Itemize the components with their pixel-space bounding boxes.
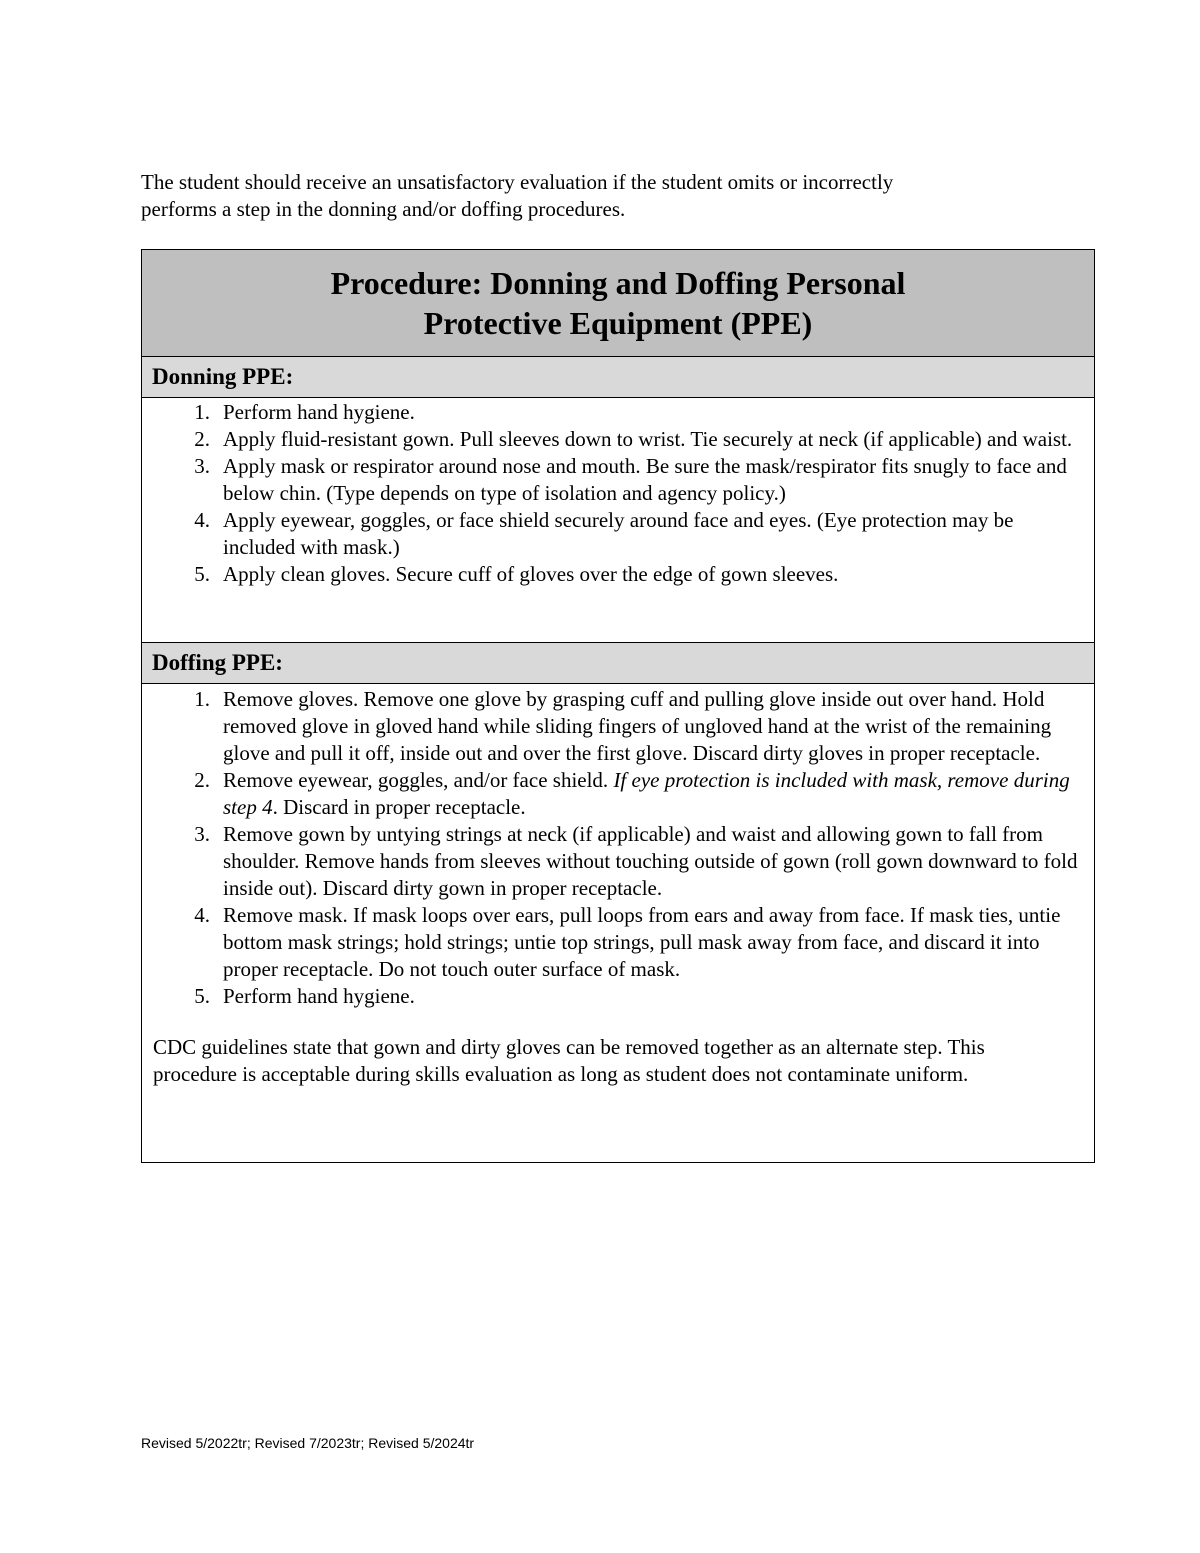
doffing-step	[142, 902, 1082, 983]
donning-step	[142, 507, 1082, 561]
step-number: 1.	[194, 687, 210, 711]
step-text: Remove gown by untying strings at neck (if applicable) and waist and allowing gown to fall from shoulder. Remove hands from sleeves without touching outside of gown (roll gown downward to fold inside out). Discard dirty gown in proper receptacle.	[223, 822, 1078, 900]
intro-text	[141, 169, 1041, 223]
donning-step	[142, 453, 1082, 507]
step-text: Perform hand hygiene.	[223, 984, 415, 1008]
step-text: Apply fluid-resistant gown. Pull sleeves down to wrist. Tie securely at neck (if applicable) and waist.	[223, 427, 1073, 451]
intro-line-2: performs a step in the donning and/or doffing procedures.	[141, 197, 626, 221]
donning-step	[142, 399, 1082, 426]
doffing-steps-list	[142, 684, 1082, 1010]
procedure-title-cell	[142, 250, 1095, 357]
step-number: 3.	[194, 822, 210, 846]
donning-step	[142, 426, 1082, 453]
donning-steps-cell	[142, 398, 1095, 643]
step-text: Perform hand hygiene.	[223, 400, 415, 424]
step-text: Remove gloves. Remove one glove by grasping cuff and pulling glove inside out over hand. Hold removed glove in gloved hand while sliding fingers of ungloved hand at the wrist of the remaining glove and pull it off, inside out and over the first glove. Discard dirty gloves in proper receptacle.	[223, 687, 1052, 765]
step-number: 4.	[194, 508, 210, 532]
procedure-title-line-2: Protective Equipment (PPE)	[423, 305, 813, 341]
step-text: Apply clean gloves. Secure cuff of gloves over the edge of gown sleeves.	[223, 562, 839, 586]
step-number: 5.	[194, 984, 210, 1008]
intro-line-1: The student should receive an unsatisfactory evaluation if the student omits or incorrectly	[141, 170, 894, 194]
doffing-step	[142, 767, 1082, 821]
step-number: 5.	[194, 562, 210, 586]
step-number: 2.	[194, 427, 210, 451]
doffing-step	[142, 983, 1082, 1010]
doffing-step	[142, 821, 1082, 902]
doffing-steps-cell	[142, 684, 1095, 1163]
step-number: 3.	[194, 454, 210, 478]
step-text: Remove mask. If mask loops over ears, pull loops from ears and away from face. If mask ties, untie bottom mask strings; hold strings; untie top strings, pull mask away from face, and discard it into proper receptacle. Do not touch outer surface of mask.	[223, 903, 1061, 981]
procedure-title-line-1: Procedure: Donning and Doffing Personal	[330, 265, 906, 301]
donning-step	[142, 561, 1082, 588]
step-number: 4.	[194, 903, 210, 927]
step-text-italic: If eye protection is included with mask, remove during step 4	[223, 768, 1070, 819]
donning-heading: Donning PPE:	[142, 357, 1095, 398]
step-text-before: Remove eyewear, goggles, and/or face shield.	[223, 768, 614, 792]
cdc-note: CDC guidelines state that gown and dirty gloves can be removed together as an alternate step. This procedure is acceptable during skills evaluation as long as student does not contaminate uniform.	[153, 1035, 985, 1086]
revision-footer: Revised 5/2022tr; Revised 7/2023tr; Revised 5/2024tr	[141, 1435, 475, 1451]
step-text-after: . Discard in proper receptacle.	[272, 795, 526, 819]
step-number: 2.	[194, 768, 210, 792]
step-text: Apply mask or respirator around nose and mouth. Be sure the mask/respirator fits snugly to face and below chin. (Type depends on type of isolation and agency policy.)	[223, 454, 1067, 505]
doffing-heading: Doffing PPE:	[142, 643, 1095, 684]
step-number: 1.	[194, 400, 210, 424]
doffing-step	[142, 686, 1082, 767]
donning-steps-list	[142, 398, 1082, 588]
step-text: Apply eyewear, goggles, or face shield securely around face and eyes. (Eye protection may be included with mask.)	[223, 508, 1014, 559]
procedure-table	[141, 249, 1095, 1163]
